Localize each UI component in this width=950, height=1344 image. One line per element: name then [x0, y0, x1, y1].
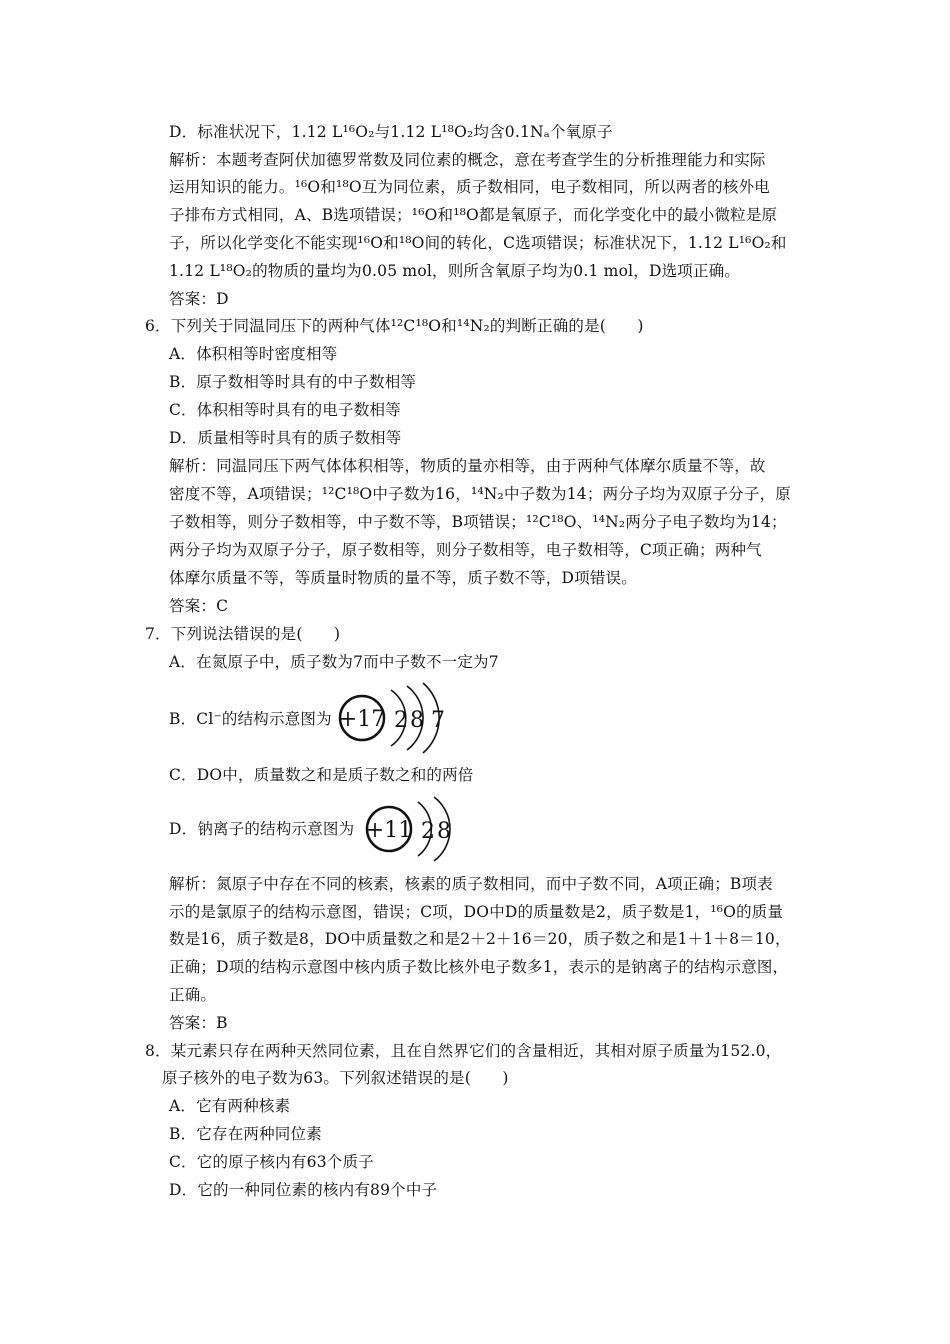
cl-structure-diagram	[335, 682, 455, 758]
q8-stem-line: 8．某元素只存在两种天然同位素，且在自然界它们的含量相近，其相对原子质量为152.0，	[145, 1042, 782, 1060]
q5-analysis-line: 1.12 L¹⁸O₂的物质的量均为0.05 mol，则所含氧原子均为0.1 mol，D选项正确。	[169, 262, 741, 280]
q8-option-d: D．它的一种同位素的核内有89个中子	[169, 1181, 438, 1199]
cl-shell-3-count: 7	[431, 708, 445, 733]
q5-option-d: D．标准状况下，1.12 L¹⁶O₂与1.12 L¹⁸O₂均含0.1Nₐ个氧原子	[169, 123, 613, 141]
q6-analysis-line: 两分子均为双原子分子，原子数相等，则分子数相等，电子数相等，C项正确；两种气	[169, 541, 762, 559]
q7-option-d: D．钠离子的结构示意图为	[169, 820, 355, 838]
q6-analysis-line: 子数相等，则分子数相等，中子数不等，B项错误；¹²C¹⁸O、¹⁴N₂两分子电子数均为14；	[169, 513, 787, 531]
q6-analysis-line: 体摩尔质量不等，等质量时物质的量不等，质子数不等，D项错误。	[169, 569, 637, 587]
cl-shell-1-count: 2	[394, 708, 408, 733]
q7-analysis-line: 解析：氮原子中存在不同的核素，核素的质子数相同，而中子数不同，A项正确；B项表	[169, 875, 773, 893]
q6-option-a: A．体积相等时密度相等	[169, 345, 338, 363]
na-nucleus-label: +11	[365, 818, 413, 843]
q7-analysis-line: 正确；D项的结构示意图中核内质子数比核外电子数多1，表示的是钠离子的结构示意图，	[169, 958, 789, 976]
q6-analysis-line: 解析：同温同压下两气体体积相等，物质的量亦相等，由于两种气体摩尔质量不等，故	[169, 457, 766, 475]
q6-option-b: B．原子数相等时具有的中子数相等	[169, 373, 417, 391]
q7-stem: 7．下列说法错误的是( )	[145, 625, 341, 643]
q8-option-b: B．它存在两种同位素	[169, 1125, 322, 1143]
q5-analysis-line: 子，所以化学变化不能实现¹⁶O和¹⁸O间的转化，C选项错误；标准状况下，1.12 L¹⁶O₂和	[169, 234, 787, 252]
q5-analysis-line: 运用知识的能力。¹⁶O和¹⁸O互为同位素，质子数相同，电子数相同，所以两者的核外电	[169, 178, 770, 196]
cl-shell-2-count: 8	[410, 708, 424, 733]
cl-nucleus-label: +17	[338, 707, 386, 732]
q6-option-c: C．体积相等时具有的电子数相等	[169, 401, 401, 419]
q6-option-d: D．质量相等时具有的质子数相等	[169, 429, 402, 447]
q8-stem-line: 原子核外的电子数为63。下列叙述错误的是( )	[162, 1069, 509, 1087]
q7-answer: 答案：B	[169, 1014, 228, 1032]
q8-option-a: A．它有两种核素	[169, 1097, 291, 1115]
na-shell-1-count: 2	[421, 819, 435, 844]
q5-answer: 答案：D	[169, 290, 229, 308]
q5-analysis-line: 子排布方式相同，A、B选项错误；¹⁶O和¹⁸O都是氧原子，而化学变化中的最小微粒是原	[169, 206, 778, 224]
q6-stem: 6．下列关于同温同压下的两种气体¹²C¹⁸O和¹⁴N₂的判断正确的是( )	[145, 317, 644, 335]
q7-analysis-line: 示的是氯原子的结构示意图，错误；C项，DO中D的质量数是2，质子数是1，¹⁶O的质量	[169, 903, 784, 921]
q6-answer: 答案：C	[169, 597, 229, 615]
q7-option-a: A．在氮原子中，质子数为7而中子数不一定为7	[169, 653, 499, 671]
q7-option-b: B．Cl⁻的结构示意图为	[169, 710, 332, 728]
q7-option-c: C．DO中，质量数之和是质子数之和的两倍	[169, 766, 474, 784]
q7-analysis-line: 正确。	[169, 986, 217, 1004]
q7-analysis-line: 数是16，质子数是8，DO中质量数之和是2＋2＋16＝20，质子数之和是1＋1＋8＝10，	[169, 930, 791, 948]
q5-analysis-line: 解析：本题考查阿伏加德罗常数及同位素的概念，意在考查学生的分析推理能力和实际	[169, 151, 766, 169]
q6-analysis-line: 密度不等，A项错误；¹²C¹⁸O中子数为16，¹⁴N₂中子数为14；两分子均为双原子分子，原	[169, 485, 791, 503]
na-ion-structure-diagram	[362, 794, 462, 868]
na-shell-2-count: 8	[437, 819, 451, 844]
q8-option-c: C．它的原子核内有63个质子	[169, 1153, 374, 1171]
